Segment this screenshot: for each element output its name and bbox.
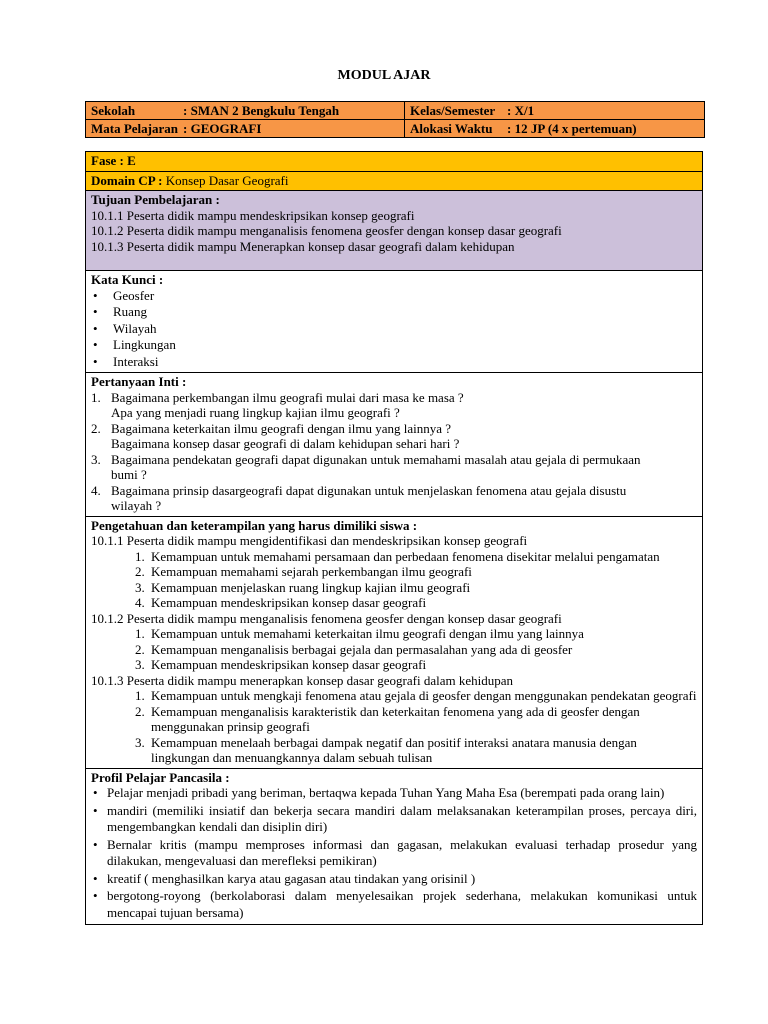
list-item: 2. Kemampuan memahami sejarah perkembangan ilmu geografi: [135, 564, 472, 579]
sekolah-value: SMAN 2 Bengkulu Tengah: [190, 103, 340, 118]
list-item: • Wilayah: [91, 321, 697, 338]
list-item: 4. Bagaimana prinsip dasargeografi dapat digunakan untuk menjelaskan fenomena atau gejala disustu wilayah ?: [91, 482, 627, 513]
kata-kunci-list: [91, 288, 697, 371]
kelas-value: X/1: [514, 103, 535, 118]
kata-kunci-cell: [86, 271, 703, 373]
info-kelas: Kelas/Semester : X/1: [405, 102, 705, 120]
list-item: • Bernalar kritis (mampu memproses informasi dan gagasan, melakukan evaluasi terhadap prosedur yang dilakukan, mengevaluasi dan merefleksi pemikiran): [91, 837, 697, 870]
list-item: 2. Bagaimana keterkaitan ilmu geografi dengan ilmu yang lainnya ? Bagaimana konsep dasar geografi di dalam kehidupan sehari hari ?: [91, 420, 460, 451]
sekolah-label: Sekolah: [91, 103, 136, 118]
kata-kunci-heading: Kata Kunci :: [91, 272, 164, 287]
kelas-label: Kelas/Semester: [410, 103, 496, 118]
list-item: 3. Kemampuan mendeskripsikan konsep dasar geografi: [135, 657, 427, 672]
list-item: 2. Kemampuan menganalisis berbagai gejala dan permasalahan yang ada di geosfer: [135, 641, 573, 657]
pengetahuan-group-title: 10.1.3 Peserta didik mampu menerapkan konsep dasar geografi dalam kehidupan: [91, 672, 514, 688]
list-item: • kreatif ( menghasilkan karya atau gagasan atau tindakan yang orisinil ): [91, 871, 697, 888]
info-alokasi: Alokasi Waktu : 12 JP (4 x pertemuan): [405, 120, 705, 138]
tujuan-item: 10.1.3 Peserta didik mampu Menerapkan konsep dasar geografi dalam kehidupan: [91, 238, 515, 254]
tujuan-heading: Tujuan Pembelajaran :: [91, 192, 220, 207]
profil-list: [91, 785, 697, 921]
info-mapel: Mata Pelajaran : GEOGRAFI: [86, 120, 405, 138]
mapel-value: GEOGRAFI: [190, 121, 262, 136]
pertanyaan-heading: Pertanyaan Inti :: [91, 374, 187, 389]
tujuan-item: 10.1.1 Peserta didik mampu mendeskripsikan konsep geografi: [91, 207, 415, 223]
alokasi-value: 12 JP (4 x pertemuan): [514, 121, 637, 136]
alokasi-label: Alokasi Waktu: [410, 121, 493, 136]
list-item: 4. Kemampuan mendeskripsikan konsep dasar geografi: [135, 595, 427, 610]
list-item: 2. Kemampuan menganalisis karakteristik dan keterkaitan fenomena yang ada di geosfer dengan menggunakan prinsip geografi: [135, 703, 640, 734]
pengetahuan-group-title: 10.1.2 Peserta didik mampu menganalisis fenomena geosfer dengan konsep dasar geografi: [91, 610, 562, 626]
tujuan-item: 10.1.2 Peserta didik mampu menganalisis fenomena geosfer dengan konsep dasar geografi: [91, 223, 562, 238]
mapel-label: Mata Pelajaran: [91, 121, 179, 136]
pengetahuan-list: [91, 626, 697, 673]
list-item: • Pelajar menjadi pribadi yang beriman, bertaqwa kepada Tuhan Yang Maha Esa (berempati pada orang lain): [91, 785, 697, 802]
list-item: 3. Kemampuan menelaah berbagai dampak negatif dan positif interaksi anatara manusia dengan lingkungan dan menuangkannya dalam sebuah tulisan: [135, 734, 637, 765]
pengetahuan-cell: [86, 516, 703, 768]
list-item: • Lingkungan: [91, 337, 697, 354]
info-sekolah: Sekolah : SMAN 2 Bengkulu Tengah: [86, 102, 405, 120]
list-item: • Interaksi: [91, 354, 697, 371]
pengetahuan-group-title: 10.1.1 Peserta didik mampu mengidentifikasi dan mendeskripsikan konsep geografi: [91, 533, 528, 548]
pengetahuan-list: [91, 688, 697, 766]
domain-cell: [86, 171, 703, 191]
list-item: 3. Bagaimana pendekatan geografi dapat digunakan untuk memahami masalah atau gejala di permukaan bumi ?: [91, 451, 641, 482]
pertanyaan-list: [91, 390, 697, 514]
list-item: 1. Kemampuan untuk mengkaji fenomena atau gejala di geosfer dengan menggunakan pendekatan geografi: [135, 688, 697, 703]
list-item: • mandiri (memiliki insiatif dan bekerja secara mandiri dalam melaksanakan keterampilan proses, percaya diri, mengembangkan kendali dan disiplin diri): [91, 803, 697, 836]
profil-heading: Profil Pelajar Pancasila :: [91, 769, 230, 785]
list-item: • Geosfer: [91, 288, 697, 305]
list-item: 1. Bagaimana perkembangan ilmu geografi mulai dari masa ke masa ? Apa yang menjadi ruang lingkup kajian ilmu geografi ?: [91, 389, 464, 420]
main-table: [85, 151, 703, 925]
pengetahuan-list: [91, 549, 697, 611]
tujuan-cell: [86, 191, 703, 271]
profil-cell: [86, 768, 703, 925]
pengetahuan-heading: Pengetahuan dan keterampilan yang harus dimiliki siswa :: [91, 517, 418, 533]
list-item: 1. Kemampuan untuk memahami keterkaitan ilmu geografi dengan ilmu yang lainnya: [135, 626, 584, 641]
list-item: 3. Kemampuan menjelaskan ruang lingkup kajian ilmu geografi: [135, 579, 471, 595]
list-item: • Ruang: [91, 304, 697, 321]
list-item: 1. Kemampuan untuk memahami persamaan dan perbedaan fenomena disekitar melalui pengamatan: [135, 548, 660, 564]
domain-label: Domain CP :: [91, 172, 163, 188]
pertanyaan-cell: [86, 373, 703, 517]
document-title: MODUL AJAR: [337, 68, 431, 83]
fase-cell: Fase : E: [86, 152, 703, 172]
list-item: • bergotong-royong (berkolaborasi dalam menyelesaikan projek sederhana, melakukan komunikasi untuk mencapai tujuan bersama): [91, 888, 697, 921]
domain-value: Konsep Dasar Geografi: [165, 172, 289, 188]
info-table: [85, 101, 705, 138]
